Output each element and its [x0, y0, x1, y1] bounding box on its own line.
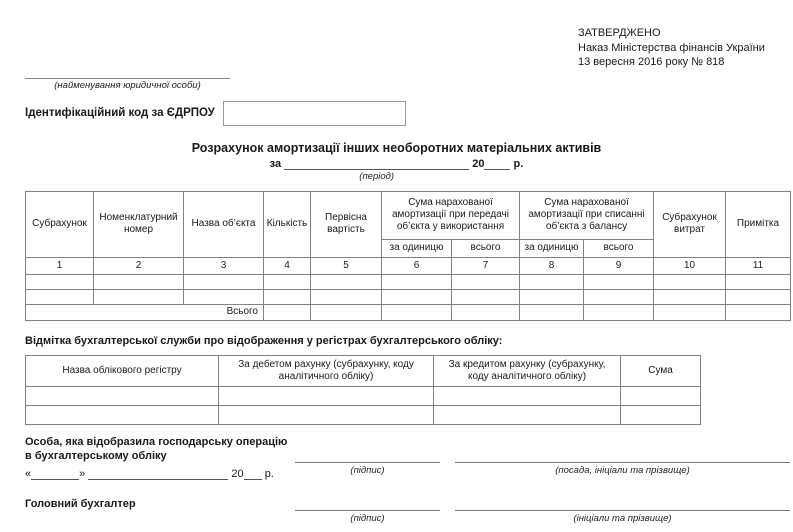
subtitle-za: за — [269, 157, 282, 170]
sub-total-1: всього — [452, 239, 520, 257]
col-debit: За дебетом рахунку (субрахунку, коду аналітичного обліку) — [219, 355, 434, 386]
col-num: 3 — [184, 257, 264, 274]
empty-cell[interactable] — [26, 386, 219, 405]
col-num: 10 — [654, 257, 726, 274]
empty-cell[interactable] — [520, 289, 584, 304]
approval-block — [578, 0, 793, 70]
empty-cell[interactable] — [264, 304, 311, 320]
signature-caption-2: (підпис) — [350, 512, 385, 524]
subtitle-r: р. — [513, 157, 524, 170]
empty-cell[interactable] — [94, 289, 184, 304]
entity-name-caption: (найменування юридичної особи) — [54, 79, 201, 91]
col-quantity: Кількість — [264, 191, 311, 257]
empty-cell[interactable] — [434, 386, 621, 405]
registry-header-row — [26, 355, 701, 386]
column-number-row — [26, 257, 791, 274]
position-caption: (посада, ініціали та прізвище) — [555, 464, 690, 476]
signature-line-1[interactable] — [295, 462, 440, 463]
person-line-2: в бухгалтерському обліку — [25, 449, 167, 462]
col-expense-subaccount: Субрахунок витрат — [654, 191, 726, 257]
empty-cell[interactable] — [311, 274, 382, 289]
empty-cell[interactable] — [584, 274, 654, 289]
col-nomenclature: Номенклатурний номер — [94, 191, 184, 257]
total-label: Всього — [26, 304, 264, 320]
empty-cell[interactable] — [452, 304, 520, 320]
table-row — [26, 386, 701, 405]
group-transfer: Сума нарахованої амортизації при передачі об’єкта у використання — [382, 191, 520, 239]
date-r: р. — [264, 467, 274, 480]
empty-cell[interactable] — [382, 274, 452, 289]
sub-per-unit-2: за одиницю — [520, 239, 584, 257]
period-blank[interactable] — [284, 158, 469, 170]
edrpou-label: Ідентифікаційний код за ЄДРПОУ — [25, 107, 215, 119]
empty-cell[interactable] — [726, 274, 791, 289]
empty-cell[interactable] — [654, 274, 726, 289]
col-num: 4 — [264, 257, 311, 274]
col-num: 1 — [26, 257, 94, 274]
empty-cell[interactable] — [184, 274, 264, 289]
sub-total-2: всього — [584, 239, 654, 257]
empty-cell[interactable] — [184, 289, 264, 304]
edrpou-row — [25, 101, 793, 126]
position-line-1[interactable] — [455, 462, 790, 463]
period-caption: (період) — [359, 170, 395, 182]
form-title: Розрахунок амортизації інших необоротних матеріальних активів — [191, 140, 602, 155]
empty-cell[interactable] — [94, 274, 184, 289]
empty-cell[interactable] — [452, 274, 520, 289]
date-month-blank[interactable] — [88, 468, 228, 480]
col-note: Примітка — [726, 191, 791, 257]
quote-open: « — [25, 467, 32, 480]
sub-per-unit-1: за одиницю — [382, 239, 452, 257]
empty-cell[interactable] — [382, 289, 452, 304]
empty-cell[interactable] — [26, 274, 94, 289]
empty-cell[interactable] — [584, 289, 654, 304]
empty-cell[interactable] — [520, 274, 584, 289]
footer — [0, 432, 793, 532]
empty-cell[interactable] — [584, 304, 654, 320]
empty-cell[interactable] — [520, 304, 584, 320]
empty-cell[interactable] — [219, 405, 434, 424]
group-writeoff: Сума нарахованої амортизації при списанні об’єкта з балансу — [520, 191, 654, 239]
form-subtitle — [0, 157, 793, 182]
col-credit: За кредитом рахунку (субрахунку, коду аналітичного обліку) — [434, 355, 621, 386]
total-row — [26, 304, 791, 320]
empty-cell[interactable] — [219, 386, 434, 405]
col-sum: Сума — [621, 355, 701, 386]
empty-cell[interactable] — [264, 274, 311, 289]
empty-cell[interactable] — [26, 405, 219, 424]
col-subaccount: Субрахунок — [26, 191, 94, 257]
col-num: 7 — [452, 257, 520, 274]
header-row-1 — [26, 191, 791, 239]
empty-cell[interactable] — [434, 405, 621, 424]
approval-approved: ЗАТВЕРДЖЕНО — [578, 27, 661, 39]
table-row — [26, 289, 791, 304]
empty-cell[interactable] — [726, 304, 791, 320]
date-day-blank[interactable] — [31, 468, 79, 480]
table-row — [26, 274, 791, 289]
col-num: 2 — [94, 257, 184, 274]
empty-cell[interactable] — [264, 289, 311, 304]
col-num: 11 — [726, 257, 791, 274]
depreciation-table — [25, 191, 791, 321]
empty-cell[interactable] — [654, 289, 726, 304]
person-line-1: Особа, яка відобразила господарську операцію — [25, 435, 288, 448]
empty-cell[interactable] — [311, 304, 382, 320]
empty-cell[interactable] — [726, 289, 791, 304]
initials-line[interactable] — [455, 510, 790, 511]
edrpou-input[interactable] — [223, 101, 406, 126]
col-register-name: Назва облікового регістру — [26, 355, 219, 386]
chief-accountant-label: Головний бухгалтер — [25, 497, 136, 510]
col-num: 5 — [311, 257, 382, 274]
col-object-name: Назва об’єкта — [184, 191, 264, 257]
empty-cell[interactable] — [311, 289, 382, 304]
empty-cell[interactable] — [452, 289, 520, 304]
initials-caption: (ініціали та прізвище) — [573, 512, 672, 524]
empty-cell[interactable] — [621, 386, 701, 405]
col-initial-cost: Первісна вартість — [311, 191, 382, 257]
registry-table — [25, 355, 701, 425]
empty-cell[interactable] — [26, 289, 94, 304]
empty-cell[interactable] — [621, 405, 701, 424]
empty-cell[interactable] — [654, 304, 726, 320]
year-blank[interactable] — [484, 158, 510, 170]
quote-close: » — [79, 467, 86, 480]
signature-line-2[interactable] — [295, 510, 440, 511]
subtitle-year: 20 — [472, 157, 485, 170]
empty-cell[interactable] — [382, 304, 452, 320]
approval-date: 13 вересня 2016 року № 818 — [578, 56, 725, 68]
period-wrap — [284, 158, 469, 182]
accounting-person-label — [25, 435, 287, 463]
registry-note: Відмітка бухгалтерської служби про відображення у регістрах бухгалтерського обліку: — [25, 334, 503, 347]
col-num: 6 — [382, 257, 452, 274]
col-num: 8 — [520, 257, 584, 274]
date-line — [25, 468, 274, 480]
signature-caption-1: (підпис) — [350, 464, 385, 476]
approval-order: Наказ Міністерства фінансів України — [578, 41, 765, 54]
col-num: 9 — [584, 257, 654, 274]
date-year: 20 — [231, 467, 244, 480]
date-year-blank[interactable] — [244, 468, 262, 480]
table-row — [26, 405, 701, 424]
